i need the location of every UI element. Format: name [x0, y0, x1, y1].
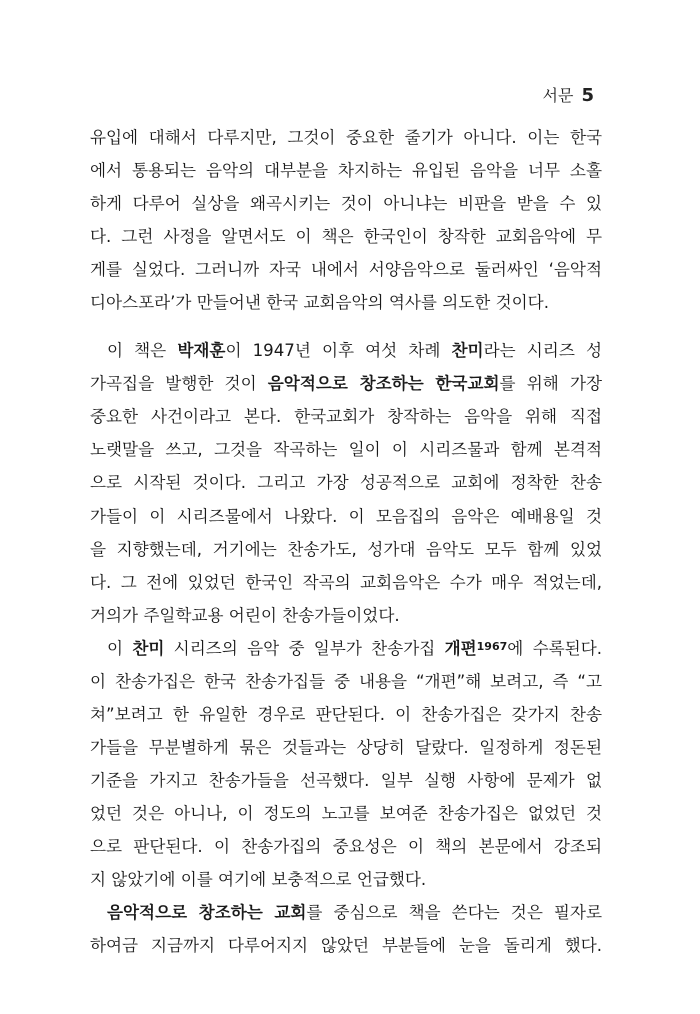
text-run: 에 수록된다. — [507, 638, 602, 658]
text-line: 쳐”보려고 한 유일한 경우로 판단된다. 이 찬송가집은 갖가지 찬송 — [90, 704, 602, 724]
text-line: 중요한 사건이라고 본다. 한국교회가 창작하는 음악을 위해 직접 — [90, 407, 602, 427]
text-line: 가들을 무분별하게 묶은 것들과는 상당히 달랐다. 일정하게 정돈된 — [90, 737, 602, 757]
text-line: 이 찬송가집은 한국 찬송가집들 중 내용을 “개편”해 보려고, 즉 “고 — [90, 671, 602, 691]
text-run: 를 중심으로 책을 쓴다는 것은 필자로 — [306, 903, 602, 923]
text-line: 가들이 이 시리즈물에서 나왔다. 이 모음집의 음악은 예배용일 것 — [90, 506, 602, 526]
text-run: 라는 시리즈 성 — [483, 341, 602, 361]
paragraph-2 — [90, 334, 602, 631]
text-line — [90, 632, 602, 665]
publication-year: 1967 — [476, 639, 508, 653]
text-line: 다. 그런 사정을 알면서도 이 책은 한국인이 창작한 교회음악에 무 — [90, 227, 602, 247]
hymnal-title: 개편 — [444, 638, 477, 658]
text-line: 하게 다루어 실상을 왜곡시키는 것이 아니냐는 비판을 받을 수 있 — [90, 194, 602, 214]
series-title: 찬미 — [451, 341, 484, 361]
book-title: 음악적으로 창조하는 한국교회 — [267, 374, 500, 394]
text-line: 에서 통용되는 음악의 대부분을 차지하는 유입된 음악을 너무 소홀 — [90, 161, 602, 181]
text-line: 었던 것은 아니나, 이 정도의 노고를 보여준 찬송가집은 없었던 것 — [90, 803, 602, 823]
text-line: 디아스포라’가 만들어낸 한국 교회음악의 역사를 의도한 것이다. — [90, 293, 549, 313]
text-line: 노랫말을 쓰고, 그것을 작곡하는 일이 이 시리즈물과 함께 본격적 — [90, 440, 602, 460]
text-line: 지 않았기에 이를 여기에 보충적으로 언급했다. — [90, 870, 427, 890]
text-line — [90, 367, 602, 400]
page-number: 5 — [581, 85, 594, 106]
text-line: 을 지향했는데, 거기에는 찬송가도, 성가대 음악도 모두 함께 있었 — [90, 539, 602, 559]
text-line: 유입에 대해서 다루지만, 그것이 중요한 줄기가 아니다. 이는 한국 — [90, 128, 602, 147]
text-run: 이 — [107, 638, 133, 658]
series-title: 찬미 — [132, 638, 165, 658]
book-title: 음악적으로 창조하는 교회 — [107, 903, 307, 923]
text-line: 기준을 가지고 찬송가들을 선곡했다. 일부 실행 사항에 문제가 없 — [90, 770, 602, 790]
text-run: 를 위해 가장 — [499, 374, 602, 394]
text-run: 이 책은 — [107, 341, 178, 361]
author-name: 박재훈 — [177, 341, 226, 361]
paragraph-3 — [90, 632, 602, 896]
running-header — [543, 86, 594, 106]
paragraph-1 — [90, 121, 602, 319]
text-run: 이 1947년 이후 여섯 차례 — [225, 341, 452, 361]
text-run: 가곡집을 발행한 것이 — [90, 374, 268, 394]
paragraph-4 — [90, 896, 602, 962]
text-line: 게를 실었다. 그러니까 자국 내에서 서양음악으로 둘러싸인 ‘음악적 — [90, 260, 602, 280]
text-line: 으로 판단된다. 이 찬송가집의 중요성은 이 책의 본문에서 강조되 — [90, 836, 602, 856]
section-title: 서문 — [542, 86, 574, 105]
text-run: 시리즈의 음악 중 일부가 찬송가집 — [164, 638, 445, 658]
text-line: 으로 시작된 것이다. 그리고 가장 성공적으로 교회에 정착한 찬송 — [90, 473, 602, 493]
text-line — [90, 896, 602, 929]
text-line: 거의가 주일학교용 어린이 찬송가들이었다. — [90, 605, 400, 625]
text-line: 하여금 지금까지 다루어지지 않았던 부분들에 눈을 돌리게 했다. — [90, 936, 602, 956]
text-line: 다. 그 전에 있었던 한국인 작곡의 교회음악은 수가 매우 적었는데, — [90, 572, 602, 592]
body-text — [90, 121, 602, 962]
text-line — [90, 334, 602, 367]
